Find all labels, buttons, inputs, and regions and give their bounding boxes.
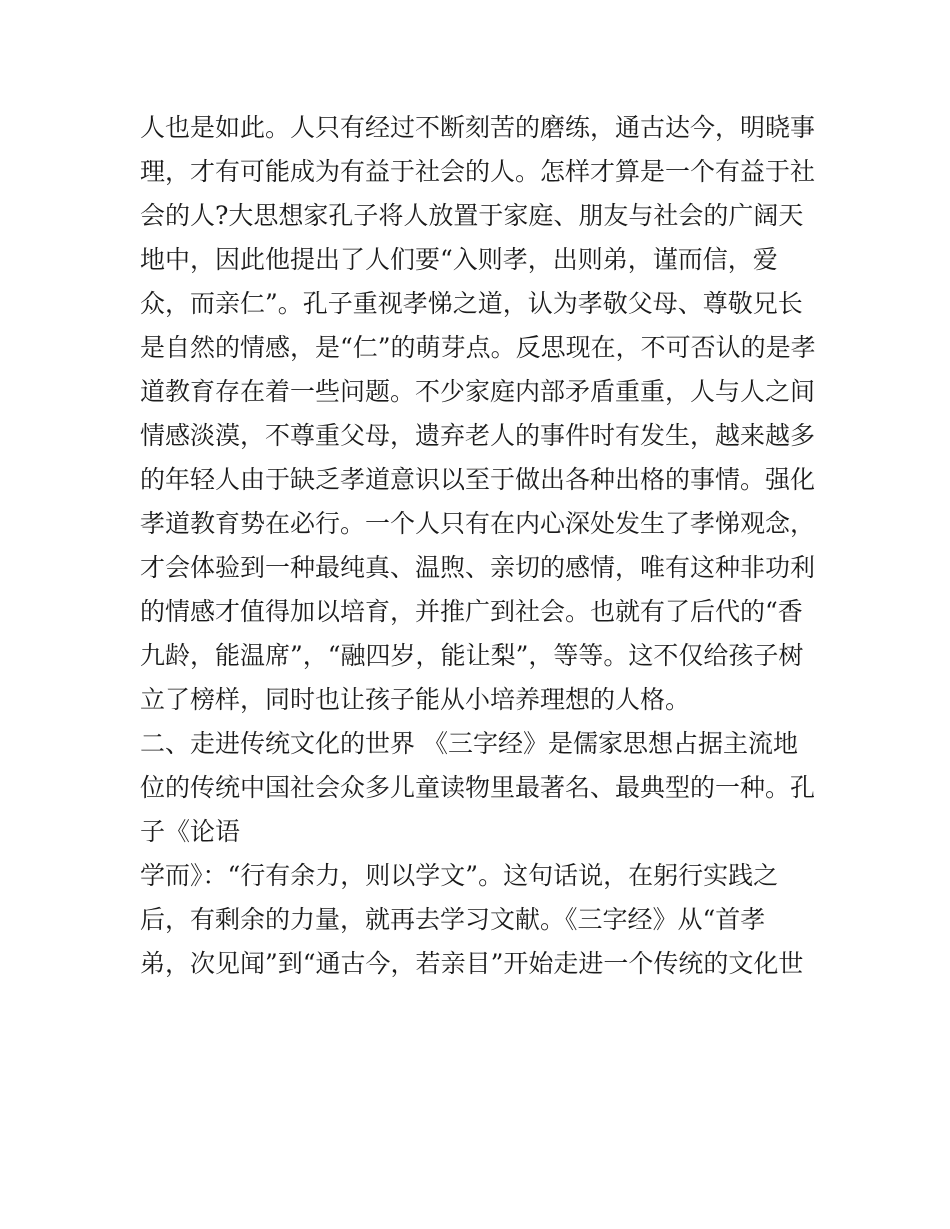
text-line: 人也是如此。人只有经过不断刻苦的磨练，通古达今，明晓事	[140, 113, 816, 142]
text-line: 子《论语	[140, 817, 241, 846]
text-line: 会的人?大思想家孔子将人放置于家庭、朋友与社会的广阔天	[140, 201, 804, 230]
text-line: 地中，因此他提出了人们要“入则孝，出则弟，谨而信，爱	[140, 245, 778, 274]
text-line: 是自然的情感，是“仁”的萌芽点。反思现在，不可否认的是孝	[140, 333, 816, 362]
text-line: 后，有剩余的力量，就再去学习文献。《三字经》从“首孝	[140, 905, 766, 934]
text-line: 众，而亲仁”。孔子重视孝悌之道，认为孝敬父母、尊敬兄长	[140, 289, 803, 318]
text-line: 理，才有可能成为有益于社会的人。怎样才算是一个有益于社	[140, 157, 816, 186]
text-line: 学而》：“行有余力，则以学文”。这句话说，在躬行实践之	[140, 861, 779, 890]
text-line: 道教育存在着一些问题。不少家庭内部矛盾重重，人与人之间	[140, 377, 816, 406]
text-line: 立了榜样，同时也让孩子能从小培养理想的人格。	[140, 685, 691, 714]
text-line: 的情感才值得加以培育，并推广到社会。也就有了后代的“香	[140, 597, 803, 626]
text-line: 的年轻人由于缺乏孝道意识以至于做出各种出格的事情。强化	[140, 465, 816, 494]
text-line: 孝道教育势在必行。一个人只有在内心深处发生了孝悌观念，	[140, 509, 816, 538]
text-line: 九龄，能温席”，“融四岁，能让梨”，等等。这不仅给孩子树	[140, 641, 804, 670]
text-line: 弟，次见闻”到“通古今，若亲目”开始走进一个传统的文化世	[140, 949, 804, 978]
text-line: 情感淡漠，不尊重父母，遗弃老人的事件时有发生，越来越多	[140, 421, 816, 450]
text-line: 位的传统中国社会众多儿童读物里最著名、最典型的一种。孔	[140, 773, 816, 802]
text-line: 才会体验到一种最纯真、温煦、亲切的感情，唯有这种非功利	[140, 553, 816, 582]
section-heading-line: 二、走进传统文化的世界 《三字经》是儒家思想占据主流地	[140, 729, 798, 758]
body-text	[140, 106, 830, 986]
